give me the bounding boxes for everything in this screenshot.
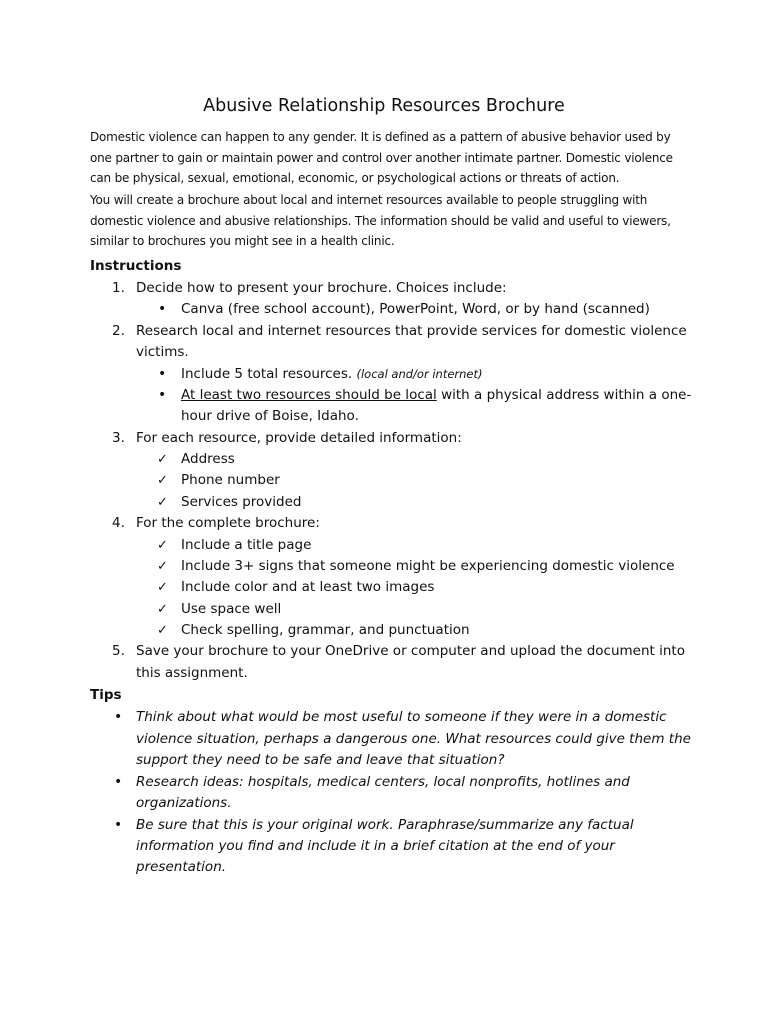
tip-text: information you find and include it in a brief citation at the end of your: [136, 838, 615, 854]
intro-paragraph-assignment: You will create a brochure about local and internet resources available to people struggling with domestic violence and abusive relationships. The information should be valid and useful to viewers, similar to brochures you might see in a health clinic.: [90, 193, 671, 249]
bullet-note: (local and/or internet): [356, 367, 483, 381]
instructions-heading: Instructions: [90, 258, 182, 274]
tip-text: Be sure that this is your original work. Paraphrase/summarize any factual: [136, 817, 634, 833]
step-number: 3.: [112, 430, 125, 446]
step-number: 4.: [112, 515, 125, 531]
underlined-requirement: At least two resources should be local: [181, 387, 437, 403]
bullet-icon: •: [158, 387, 167, 403]
page-title: Abusive Relationship Resources Brochure: [203, 96, 565, 116]
checkmark-icon: ✓: [157, 580, 168, 595]
checkmark-icon: ✓: [157, 452, 168, 467]
checklist-item: Use space well: [181, 601, 282, 617]
checklist-item: Include a title page: [181, 537, 312, 553]
bullet-text-continued: hour drive of Boise, Idaho.: [181, 408, 359, 424]
bullet-text: [181, 385, 691, 406]
checklist-item: Address: [181, 451, 235, 467]
bullet-text: [181, 364, 483, 385]
checklist-item: Include 3+ signs that someone might be experiencing domestic violence: [181, 558, 675, 574]
step-number: 1.: [112, 280, 125, 296]
tip-text: Research ideas: hospitals, medical centers, local nonprofits, hotlines and: [136, 774, 630, 790]
checklist-item: Phone number: [181, 472, 280, 488]
tip-text: presentation.: [136, 859, 227, 875]
bullet-text-main: Include 5 total resources.: [181, 366, 357, 382]
step-text-continued: victims.: [136, 344, 189, 360]
bullet-icon: •: [114, 817, 123, 833]
step-text: Save your brochure to your OneDrive or computer and upload the document into: [136, 643, 685, 659]
checklist-item: Services provided: [181, 494, 302, 510]
tip-text: Think about what would be most useful to someone if they were in a domestic: [136, 709, 667, 725]
checkmark-icon: ✓: [157, 473, 168, 488]
step-text: Research local and internet resources that provide services for domestic violence: [136, 323, 687, 339]
checkmark-icon: ✓: [157, 538, 168, 553]
tip-text: support they need to be safe and leave that situation?: [136, 752, 505, 768]
step-text: For the complete brochure:: [136, 515, 320, 531]
intro-paragraph-definition: Domestic violence can happen to any gender. It is defined as a pattern of abusive behavior used by one partner to gain or maintain power and control over another intimate partner. Domestic violence can be physical, sexual, emotional, economic, or psychological actions or threats of action.: [90, 130, 673, 186]
checkmark-icon: ✓: [157, 559, 168, 574]
tip-text: organizations.: [136, 795, 232, 811]
bullet-text-rest: with a physical address within a one-: [436, 387, 692, 403]
tip-text: violence situation, perhaps a dangerous one. What resources could give them the: [136, 731, 691, 747]
bullet-icon: •: [114, 709, 123, 725]
bullet-text: Canva (free school account), PowerPoint, Word, or by hand (scanned): [181, 301, 650, 317]
bullet-icon: •: [114, 774, 123, 790]
checkmark-icon: ✓: [157, 623, 168, 638]
checklist-item: Check spelling, grammar, and punctuation: [181, 622, 470, 638]
checkmark-icon: ✓: [157, 602, 168, 617]
bullet-icon: •: [158, 366, 167, 382]
step-text: Decide how to present your brochure. Choices include:: [136, 280, 507, 296]
step-text-continued: this assignment.: [136, 665, 248, 681]
checkmark-icon: ✓: [157, 495, 168, 510]
step-number: 5.: [112, 643, 125, 659]
step-number: 2.: [112, 323, 125, 339]
step-text: For each resource, provide detailed information:: [136, 430, 462, 446]
checklist-item: Include color and at least two images: [181, 579, 435, 595]
tips-heading: Tips: [90, 687, 122, 703]
bullet-icon: •: [158, 301, 167, 317]
